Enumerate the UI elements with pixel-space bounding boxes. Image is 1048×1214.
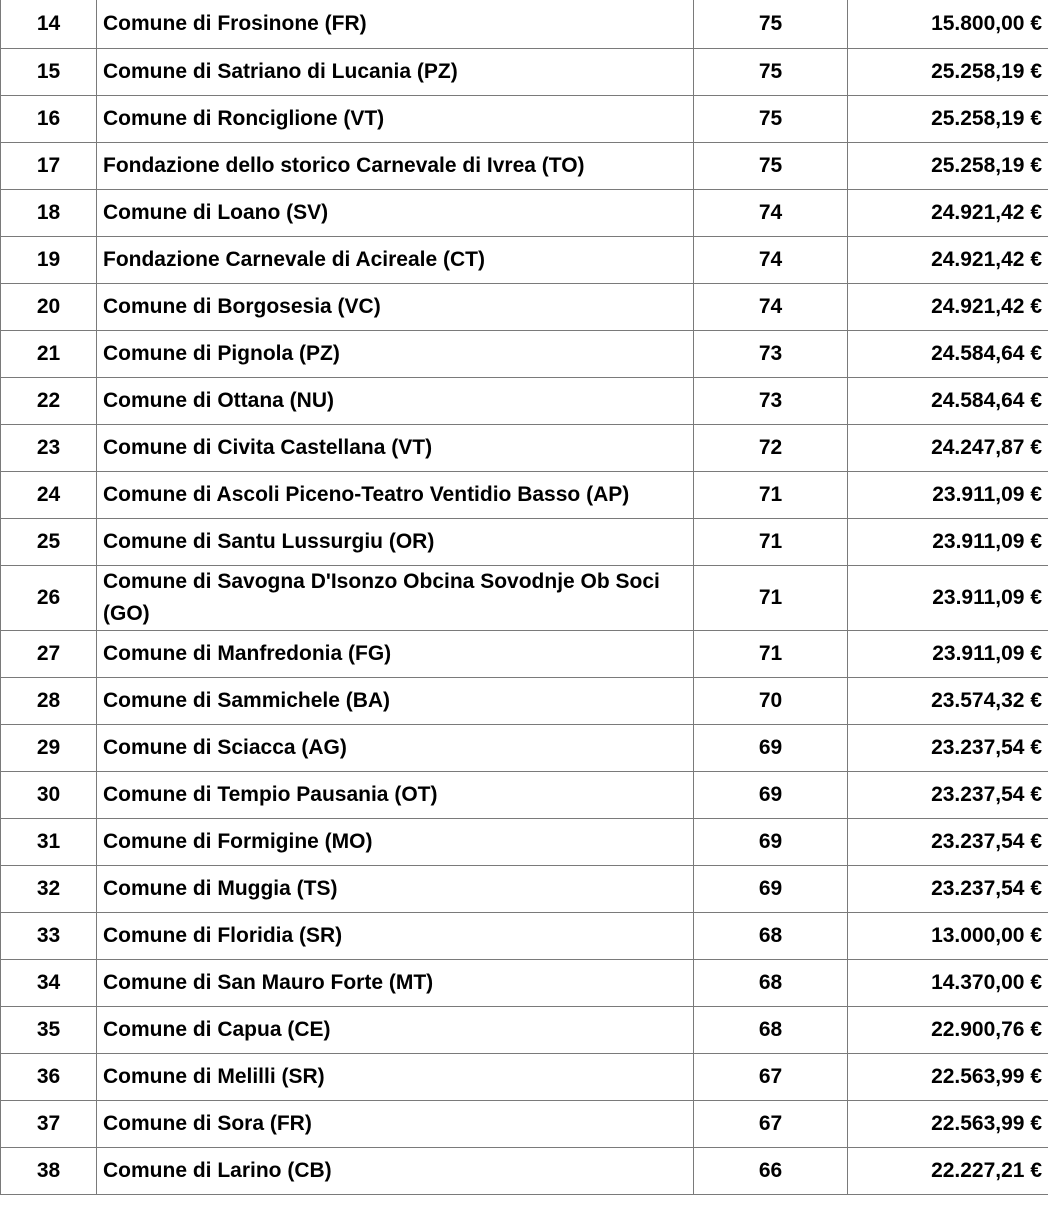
amount: 24.584,64 €: [848, 377, 1048, 424]
amount: 23.574,32 €: [848, 677, 1048, 724]
table-row: [1, 1006, 1048, 1053]
score: 67: [694, 1100, 848, 1147]
row-number: 14: [1, 0, 97, 48]
table-row: [1, 959, 1048, 1006]
table-row: [1, 0, 1048, 48]
score: 75: [694, 142, 848, 189]
score: 73: [694, 377, 848, 424]
table-row: [1, 142, 1048, 189]
beneficiary-name: Comune di Santu Lussurgiu (OR): [97, 518, 694, 565]
amount: 23.237,54 €: [848, 771, 1048, 818]
table-row: [1, 771, 1048, 818]
table-row: [1, 818, 1048, 865]
score: 70: [694, 677, 848, 724]
row-number: 15: [1, 48, 97, 95]
beneficiary-name: Comune di Sora (FR): [97, 1100, 694, 1147]
amount: 13.000,00 €: [848, 912, 1048, 959]
amount: 22.900,76 €: [848, 1006, 1048, 1053]
amount: 22.563,99 €: [848, 1100, 1048, 1147]
score: 68: [694, 1006, 848, 1053]
table-row: [1, 236, 1048, 283]
row-number: 36: [1, 1053, 97, 1100]
row-number: 21: [1, 330, 97, 377]
score: 71: [694, 471, 848, 518]
amount: 24.584,64 €: [848, 330, 1048, 377]
row-number: 32: [1, 865, 97, 912]
beneficiary-name: Comune di Ottana (NU): [97, 377, 694, 424]
row-number: 17: [1, 142, 97, 189]
score: 66: [694, 1147, 848, 1194]
amount: 24.247,87 €: [848, 424, 1048, 471]
beneficiary-name: Comune di Tempio Pausania (OT): [97, 771, 694, 818]
beneficiary-name: Comune di Formigine (MO): [97, 818, 694, 865]
row-number: 27: [1, 630, 97, 677]
table-row: [1, 48, 1048, 95]
score: 75: [694, 95, 848, 142]
row-number: 18: [1, 189, 97, 236]
table-row: [1, 95, 1048, 142]
row-number: 19: [1, 236, 97, 283]
amount: 23.237,54 €: [848, 865, 1048, 912]
beneficiary-name: Comune di San Mauro Forte (MT): [97, 959, 694, 1006]
beneficiary-name: Fondazione dello storico Carnevale di Ivrea (TO): [97, 142, 694, 189]
row-number: 34: [1, 959, 97, 1006]
beneficiary-name: Comune di Civita Castellana (VT): [97, 424, 694, 471]
table-row: [1, 330, 1048, 377]
beneficiary-name: Comune di Melilli (SR): [97, 1053, 694, 1100]
row-number: 28: [1, 677, 97, 724]
beneficiary-name: Comune di Larino (CB): [97, 1147, 694, 1194]
beneficiary-name: Comune di Loano (SV): [97, 189, 694, 236]
amount: 24.921,42 €: [848, 283, 1048, 330]
amount: 23.911,09 €: [848, 471, 1048, 518]
score: 74: [694, 189, 848, 236]
table-row: [1, 283, 1048, 330]
score: 68: [694, 959, 848, 1006]
row-number: 22: [1, 377, 97, 424]
table-row: [1, 471, 1048, 518]
score: 71: [694, 565, 848, 630]
score: 72: [694, 424, 848, 471]
beneficiary-name: Comune di Muggia (TS): [97, 865, 694, 912]
table-row: [1, 630, 1048, 677]
row-number: 37: [1, 1100, 97, 1147]
score: 69: [694, 865, 848, 912]
table-row: [1, 1147, 1048, 1194]
table-row: [1, 912, 1048, 959]
table-row: [1, 424, 1048, 471]
beneficiary-name: Comune di Pignola (PZ): [97, 330, 694, 377]
beneficiary-name: Comune di Frosinone (FR): [97, 0, 694, 48]
row-number: 25: [1, 518, 97, 565]
amount: 22.227,21 €: [848, 1147, 1048, 1194]
score: 68: [694, 912, 848, 959]
amount: 23.237,54 €: [848, 724, 1048, 771]
beneficiary-name: Comune di Sammichele (BA): [97, 677, 694, 724]
amount: 25.258,19 €: [848, 142, 1048, 189]
row-number: 16: [1, 95, 97, 142]
table-row: [1, 565, 1048, 630]
amount: 22.563,99 €: [848, 1053, 1048, 1100]
beneficiary-name: Comune di Ronciglione (VT): [97, 95, 694, 142]
amount: 23.911,09 €: [848, 630, 1048, 677]
row-number: 20: [1, 283, 97, 330]
table-row: [1, 677, 1048, 724]
beneficiary-name: Comune di Ascoli Piceno-Teatro Ventidio Basso (AP): [97, 471, 694, 518]
score: 75: [694, 0, 848, 48]
amount: 23.237,54 €: [848, 818, 1048, 865]
beneficiary-name: Fondazione Carnevale di Acireale (CT): [97, 236, 694, 283]
amount: 15.800,00 €: [848, 0, 1048, 48]
beneficiary-name: Comune di Capua (CE): [97, 1006, 694, 1053]
score: 71: [694, 518, 848, 565]
score: 75: [694, 48, 848, 95]
table-row: [1, 189, 1048, 236]
row-number: 33: [1, 912, 97, 959]
score: 71: [694, 630, 848, 677]
beneficiary-name: Comune di Sciacca (AG): [97, 724, 694, 771]
score: 67: [694, 1053, 848, 1100]
score: 69: [694, 771, 848, 818]
table-row: [1, 518, 1048, 565]
row-number: 35: [1, 1006, 97, 1053]
table-row: [1, 1100, 1048, 1147]
table-row: [1, 865, 1048, 912]
beneficiary-name: Comune di Borgosesia (VC): [97, 283, 694, 330]
row-number: 30: [1, 771, 97, 818]
row-number: 31: [1, 818, 97, 865]
table-row: [1, 377, 1048, 424]
table-row: [1, 724, 1048, 771]
table-row: [1, 1053, 1048, 1100]
row-number: 23: [1, 424, 97, 471]
amount: 23.911,09 €: [848, 565, 1048, 630]
beneficiary-name: Comune di Savogna D'Isonzo Obcina Sovodnje Ob Soci (GO): [97, 565, 694, 630]
score: 74: [694, 283, 848, 330]
score: 73: [694, 330, 848, 377]
score: 69: [694, 724, 848, 771]
beneficiary-name: Comune di Floridia (SR): [97, 912, 694, 959]
row-number: 24: [1, 471, 97, 518]
amount: 24.921,42 €: [848, 189, 1048, 236]
row-number: 38: [1, 1147, 97, 1194]
amount: 23.911,09 €: [848, 518, 1048, 565]
score: 69: [694, 818, 848, 865]
beneficiary-name: Comune di Manfredonia (FG): [97, 630, 694, 677]
amount: 14.370,00 €: [848, 959, 1048, 1006]
amount: 24.921,42 €: [848, 236, 1048, 283]
amount: 25.258,19 €: [848, 95, 1048, 142]
ranking-table-body: [1, 0, 1048, 1194]
row-number: 29: [1, 724, 97, 771]
row-number: 26: [1, 565, 97, 630]
amount: 25.258,19 €: [848, 48, 1048, 95]
score: 74: [694, 236, 848, 283]
beneficiary-name: Comune di Satriano di Lucania (PZ): [97, 48, 694, 95]
